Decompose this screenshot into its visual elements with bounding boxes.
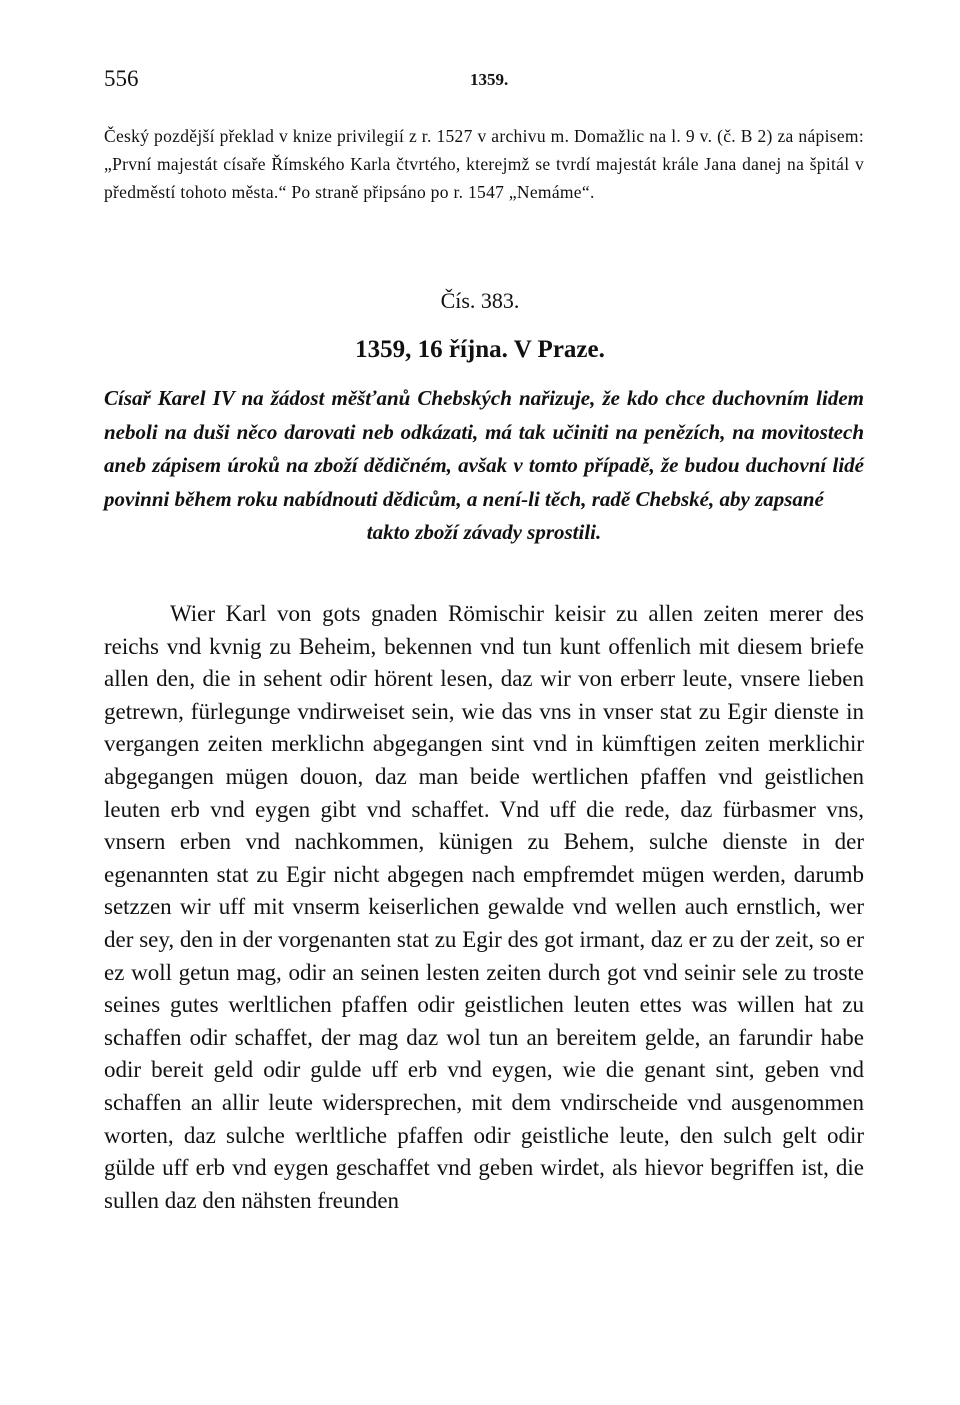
document-number: Čís. 383. bbox=[440, 288, 520, 313]
charter-text bbox=[104, 598, 864, 1217]
charter-paragraph: Wier Karl von gots gnaden Römischir keisir zu allen zeiten merer des reichs vnd kvnig zu Beheim, bekennen vnd tun kunt offenlich mit diesem briefe allen den, die in sehent odir hörent lesen, daz wir von erberr leute, vnsere lieben getrewn, fürlegunge vndirweiset sein, wie das vns in vnser stat zu Egir dienste in vergangen zeiten merklichn abgegangen sint vnd in kümftigen zeiten merklichir abgegangen mügen douon, daz man beide wertlichen pfaffen vnd geistlichen leuten erb vnd eygen gibt vnd schaffet. Vnd uff die rede, daz fürbasmer vns, vnsern erben vnd nachkommen, künigen zu Behem, sulche dienste in der egenannten stat zu Egir nicht abgegen nach empfremdet mügen werden, darumb setzzen wir uff mit vnserm keiserlichen gewalde vnd wellen auch ernstlich, wer der sey, den in der vorgenanten stat zu Egir des got irmant, daz er zu der zeit, so er ez woll getun mag, odir an seinen lesten zeiten durch got vnd seinir sele zu troste seines gutes werltlichen pfaffen odir geistlichen leuten ettes was willen hat zu schaffen odir schaffet, der mag daz wol tun an bereitem gelde, an farundir habe odir bereit geld odir gulde uff erb vnd eygen, wie die genant sint, geben vnd schaffen an allir leute widersprechen, mit dem vndirscheide vnd ausgenommen worten, daz sulche werltliche pfaffen odir geistliche leute, den sulch gelt odir gülde uff erb vnd eygen geschaffet vnd geben wirdet, als hievor begriffen ist, die sullen daz den nähsten freunden bbox=[104, 601, 864, 1213]
regest-text: Císař Karel IV na žádost měšťanů Chebských nařizuje, že kdo chce duchovním lidem neboli na duši něco darovati neb odkázati, má tak učiniti na penězích, na movitostech aneb zápisem úroků na zboží dědičném, avšak v tomto případě, že budou duchovní lidé povinni během roku nabídnouti dědicům, a není-li těch, radě Chebské, aby zapsané bbox=[104, 386, 864, 511]
page-header bbox=[104, 66, 864, 96]
document-date-place: 1359, 16 října. V Praze. bbox=[355, 336, 605, 363]
running-header-year: 1359. bbox=[470, 70, 509, 89]
regest-last-line: takto zboží závady sprostili. bbox=[366, 520, 602, 544]
page-number: 556 bbox=[104, 66, 139, 91]
translation-note: Český pozdější překlad v knize privilegií z r. 1527 v archivu m. Domažlic na l. 9 v. (č. B 2) za nápisem: „První majestát císaře Římského Karla čtvrtého, kterejmž se tvrdí majestát krále Jana danej na špitál v předměstí tohoto města.“ Po straně připsáno po r. 1547 „Nemáme“. bbox=[104, 126, 864, 202]
regest-summary bbox=[104, 382, 864, 550]
